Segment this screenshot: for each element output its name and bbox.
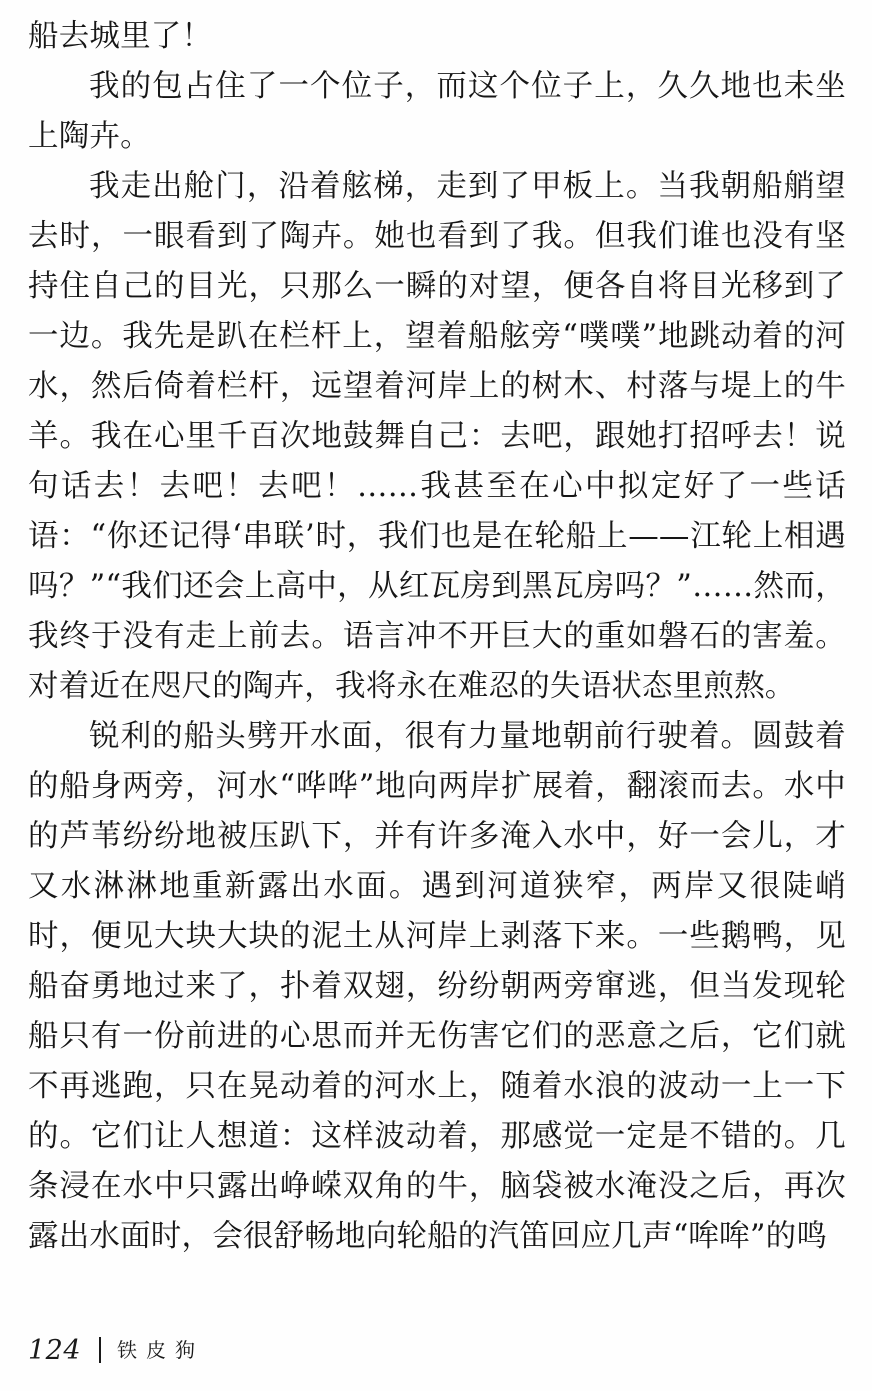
paragraph: 船去城里了！ <box>28 19 213 54</box>
page-number: 124 <box>28 1334 82 1366</box>
paragraph: 我走出舱门，沿着舷梯，走到了甲板上。当我朝船艄望去时，一眼看到了陶卉。她也看到了我。但我们谁也没有坚持住自己的目光，只那么一瞬的对望，便各自将目光移到了一边。我先是趴在栏杆上，望着船舷旁“噗噗”地跳动着的河水，然后倚着栏杆，远望着河岸上的树木、村落与堤上的牛羊。我在心里千百次地鼓舞自己：去吧，跟她打招呼去！说句话去！去吧！去吧！……我甚至在心中拟定好了一些话语：“你还记得‘串联’时，我们也是在轮船上——江轮上相遇吗？”“我们还会上高中，从红瓦房到黑瓦房吗？”……然而，我终于没有走上前去。语言冲不开巨大的重如磐石的害羞。对着近在咫尺的陶卉，我将永在难忍的失语状态里煎熬。 <box>28 169 846 704</box>
book-title: 铁皮狗 <box>117 1338 205 1362</box>
page-footer <box>28 1330 204 1370</box>
paragraph: 锐利的船头劈开水面，很有力量地朝前行驶着。圆鼓着的船身两旁，河水“哗哗”地向两岸扩展着，翻滚而去。水中的芦苇纷纷地被压趴下，并有许多淹入水中，好一会儿，才又水淋淋地重新露出水面。遇到河道狭窄，两岸又很陡峭时，便见大块大块的泥土从河岸上剥落下来。一些鹅鸭，见船奋勇地过来了，扑着双翅，纷纷朝两旁窜逃，但当发现轮船只有一份前进的心思而并无伤害它们的恶意之后，它们就不再逃跑，只在晃动着的河水上，随着水浪的波动一上一下的。它们让人想道：这样波动着，那感觉一定是不错的。几条浸在水中只露出峥嵘双角的牛，脑袋被水淹没之后，再次露出水面时，会很舒畅地向轮船的汽笛回应几声“哞哞”的鸣 <box>28 719 846 1254</box>
page-body-text <box>28 12 846 1262</box>
paragraph: 我的包占住了一个位子，而这个位子上，久久地也未坐上陶卉。 <box>28 69 846 154</box>
footer-divider-rule <box>99 1337 101 1363</box>
